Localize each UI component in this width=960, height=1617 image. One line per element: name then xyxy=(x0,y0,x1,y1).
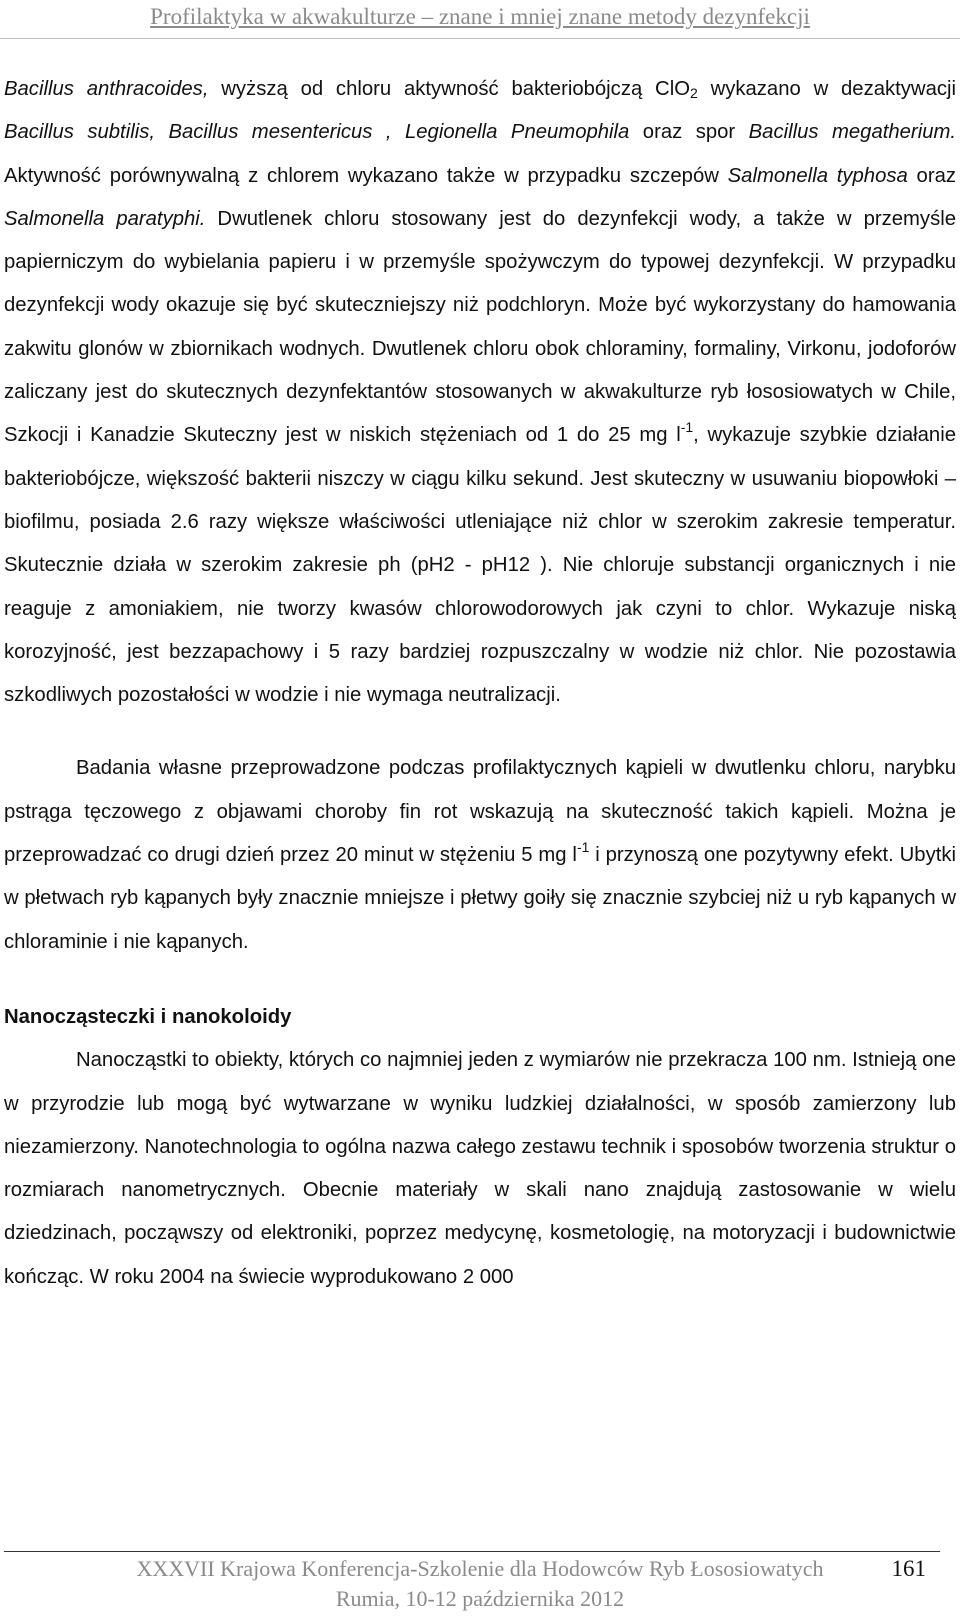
text-run: oraz spor xyxy=(629,121,749,144)
superscript: -1 xyxy=(576,839,590,856)
text-run: Aktywność porównywalną z chlorem wykazano także w przypadku szczepów xyxy=(4,164,728,187)
paragraph-chlorine-dioxide xyxy=(4,68,956,717)
species-name: Salmonella typhosa xyxy=(727,164,908,187)
running-header: Profilaktyka w akwakulturze – znane i mniej znane metody dezynfekcji xyxy=(150,4,810,29)
footer-conference: XXXVII Krajowa Konferencja-Szkolenie dla Hodowców Ryb Łososiowatych xyxy=(136,1556,824,1581)
footer xyxy=(0,1554,960,1614)
footer-divider xyxy=(4,1551,940,1552)
text-run: wykazano w dezaktywacji xyxy=(697,78,957,100)
footer-place-date: Rumia, 10-12 października 2012 xyxy=(335,1586,625,1611)
paragraph-spacer xyxy=(4,964,956,996)
species-name: Salmonella paratyphi. xyxy=(4,207,206,230)
paragraph-own-research xyxy=(4,747,956,963)
species-name: Bacillus subtilis, Bacillus mesentericus , Legionella Pneumophila xyxy=(4,121,630,144)
text-run: oraz xyxy=(907,164,956,187)
text-run: Dwutlenek chloru stosowany jest do dezynfekcji wody, a także w przemyśle papierniczym do wybielania papieru i w przemyśle spożywczym do typowej dezynfekcji. W przypadku dezynfekcji wody okazuje się być skuteczniejszy niż podchloryn. Może być wykorzystany do hamowania zakwitu glonów w zbiornikach wodnych. Dwutlenek chloru obok chloraminy, formaliny, Virkonu, jodoforów zaliczany jest do skutecznych dezynfektantów stosowanych w akwakulturze ryb łososiowatych w Chile, Szkocji i Kanadzie Skuteczny jest w niskich stężeniach od 1 do 25 mg l xyxy=(4,207,956,447)
paragraph-nanoparticles: Nanocząstki to obiekty, których co najmniej jeden z wymiarów nie przekracza 100 nm. Istnieją one w przyrodzie lub mogą być wytwarzane w wyniku ludzkiej działalności, w sposób zamierzony lub niezamierzony. Nanotechnologia to ogólna nazwa całego zestawu technik i sposobów tworzenia struktur o rozmiarach nanometrycznych. Obecnie materiały w skali nano znajdują zastosowanie w wielu dziedzinach, począwszy od elektroniki, poprzez medycynę, kosmetologię, na motoryzacji i budownictwie kończąc. W roku 2004 na świecie wyprodukowano 2 000 xyxy=(4,1049,956,1288)
text-run: wyższą od chloru aktywność bakteriobójczą ClO xyxy=(208,78,690,100)
text-run: , wykazuje szybkie działanie bakteriobójcze, większość bakterii niszczy w ciągu kilku sekund. Jest skuteczny w usuwaniu biopowłoki – biofilmu, posiada 2.6 razy większe właściwości utleniające niż chlor w szerokim zakresie temperatur. Skutecznie działa w szerokim zakresie ph (pH2 - pH12 ). Nie chloruje substancji organicznych i nie reaguje z amoniakiem, nie tworzy kwasów chlorowodorowych jak czyni to chlor. Wykazuje niską korozyjność, jest bezzapachowy i 5 razy bardziej rozpuszczalny w wodzie niż chlor. Nie pozostawia szkodliwych pozostałości w wodzie i nie wymaga neutralizacji. xyxy=(4,424,956,707)
paragraph-spacer xyxy=(4,717,956,747)
section-heading: Nanocząsteczki i nanokoloidy xyxy=(4,1005,292,1028)
subscript: 2 xyxy=(689,85,698,101)
page-number: 161 xyxy=(891,1556,926,1581)
text-run: Badania własne przeprowadzone podczas profilaktycznych kąpieli w dwutlenku chloru, narybku pstrąga tęczowego z objawami choroby fin rot wskazują na skuteczność takich kąpieli. Można je przeprowadzać co drugi dzień przez 20 minut w stężeniu 5 mg l xyxy=(4,757,956,867)
text-run: i przynoszą one pozytywny efekt. Ubytki w płetwach ryb kąpanych były znacznie mniejsze i płetwy goiły się znacznie szybciej niż u ryb kąpanych w chloraminie i nie kąpanych. xyxy=(4,844,956,953)
superscript: -1 xyxy=(680,419,694,436)
species-name: Bacillus megatherium. xyxy=(748,121,957,144)
header-divider xyxy=(0,38,960,39)
page-content xyxy=(4,68,956,1299)
species-name: Bacillus anthracoides, xyxy=(4,78,209,100)
